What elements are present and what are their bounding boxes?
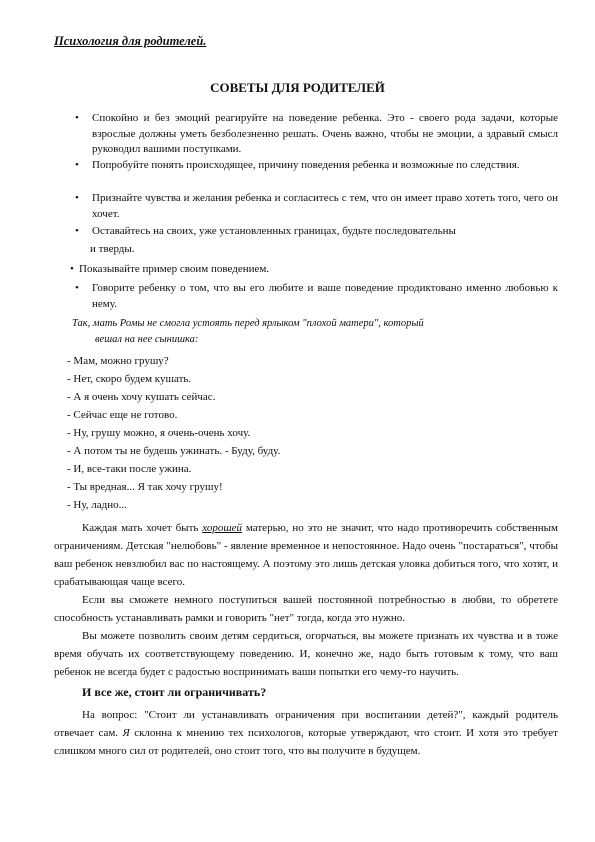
paragraph [54,706,558,760]
bullet-icon: • [75,112,79,124]
bullet-icon: • [70,263,74,275]
bullet-icon: • [75,192,79,204]
bullet-icon: • [75,282,79,294]
tip-item: Признайте чувства и желания ребенка и согласитесь с тем, что он имеет право хотеть того, чего он хочет. [92,192,558,220]
page-title: СОВЕТЫ ДЛЯ РОДИТЕЛЕЙ [210,80,385,95]
dialogue-line: - Мам, можно грушу? [67,355,169,367]
example-intro-continuation: вешал на нее сынишка: [95,334,199,345]
section-subheading: И все же, стоит ли ограничивать? [82,685,267,699]
dialogue-line: - И, все-таки после ужина. [67,463,192,475]
bullet-icon: • [75,225,79,237]
tip-item: Оставайтесь на своих, уже установленных границах, будьте последовательны [92,225,456,237]
paragraph-text: На вопрос: "Стоит ли устанавливать ограничения при воспитании детей?", каждый родитель отвечает сам. [54,709,558,739]
tip-item: Говорите ребенку о том, что вы его любите и ваше поведение продиктовано именно любовью к нему. [92,282,558,310]
dialogue-line: - А я очень хочу кушать сейчас. [67,391,216,403]
tip-item: Спокойно и без эмоций реагируйте на поведение ребенка. Это - своего рода задачи, которые взрослые должны уметь безболезненно решать. Очень важно, чтобы не эмоции, а здравый смысл руководил вашими поступками. [92,112,558,155]
example-intro: Так, мать Ромы не смогла устоять перед ярлыком "плохой матери", который [72,318,424,329]
emphasis-word: хорошей [202,522,243,534]
dialogue-line: - Ну, ладно... [67,499,127,511]
paragraph: Вы можете позволить своим детям сердиться, огорчаться, вы можете признать их чувства и в тоже время обучать их соответствующему поведению. И, конечно же, надо быть готовым к тому, что ваш ребенок не всегда будет с радостью воспринимать ваши попытки его чему-то научить. [54,630,558,678]
dialogue-line: - Сейчас еще не готово. [67,409,178,421]
paragraph: Если вы сможете немного поступиться вашей постоянной потребностью в любви, то обретете способность устанавливать рамки и говорить "нет" тогда, когда это нужно. [54,594,558,624]
dialogue-line: - Нет, скоро будем кушать. [67,373,192,385]
tip-item: Показывайте пример своим поведением. [79,263,270,275]
bullet-icon: • [75,159,79,171]
paragraph [54,519,558,591]
section-header: Психология для родителей. [54,34,207,48]
dialogue-line: - Ты вредная... Я так хочу грушу! [67,481,223,493]
emphasis-word: Я [122,727,130,739]
paragraph-text: склонна к мнению тех психологов, которые утверждают, что стоит. И хотя это требует слишком много сил от родителей, оно стоит того, что вы получите в будущем. [54,727,558,757]
dialogue-line: - А потом ты не будешь ужинать. - Буду, буду. [67,445,281,457]
paragraph-text: матерью, но это не значит, что надо противоречить собственным ограничениям. Детская "нелюбовь" - явление временное и непостоянное. Надо очень "постараться", чтобы ваш ребенок невзлюбил вас по настоящему. А поэтому это лишь детская уловка добиться того, что хотят, и срабатывающая чаще всего. [54,522,558,588]
tip-item: Попробуйте понять происходящее, причину поведения ребенка и возможные по следствия. [92,159,520,171]
tip-item-continuation: и тверды. [90,243,135,255]
paragraph-text: Каждая мать хочет быть [82,522,203,534]
dialogue-line: - Ну, грушу можно, я очень-очень хочу. [67,427,251,439]
